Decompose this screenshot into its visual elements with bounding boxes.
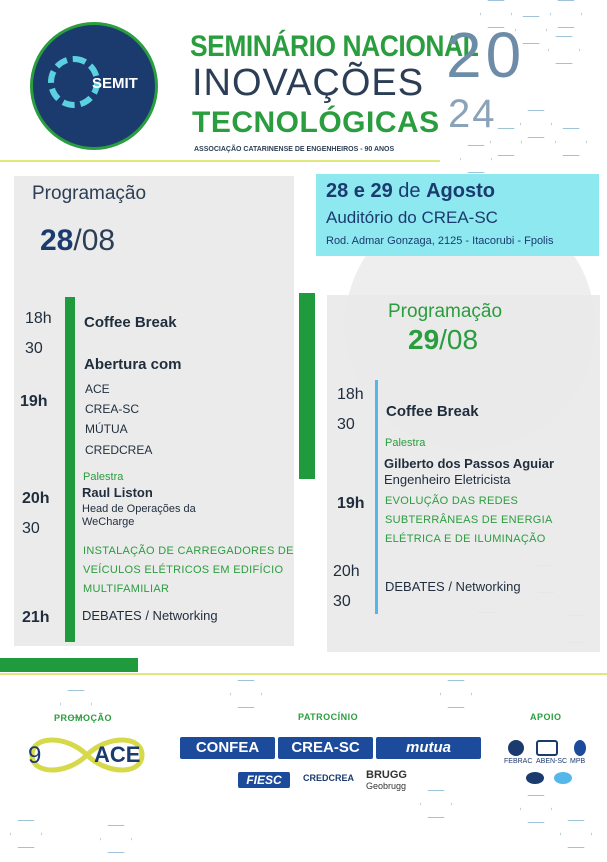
bottom-divider xyxy=(0,673,607,675)
day2-time-1: 18h xyxy=(337,386,364,403)
hexagon-decoration xyxy=(10,820,42,848)
hexagon-decoration xyxy=(520,795,552,823)
day2-palestra-label: Palestra xyxy=(385,437,426,449)
event-dates: 28 e 29 de Agosto xyxy=(326,180,495,202)
day2-heading: Programação xyxy=(388,301,503,322)
day1-item-abertura: Abertura com xyxy=(84,356,182,373)
bottom-accent-bar xyxy=(0,658,138,672)
day1-item-coffee: Coffee Break xyxy=(84,314,177,331)
label-promocao: PROMOÇÃO xyxy=(54,713,112,723)
day1-role-1: Head de Operações da xyxy=(82,503,196,515)
hexagon-decoration xyxy=(548,36,580,64)
org-mutua: MÚTUA xyxy=(85,422,128,436)
ace-anos: 9 xyxy=(28,742,42,769)
day2-topic-3: ELÉTRICA E DE ILUMINAÇÃO xyxy=(385,533,546,545)
label-patrocinio: PATROCÍNIO xyxy=(298,712,359,722)
ace-text: ACE xyxy=(94,742,141,767)
day2-debates: DEBATES / Networking xyxy=(385,579,521,594)
org-ace: ACE xyxy=(85,382,110,396)
hexagon-decoration xyxy=(520,110,552,138)
day1-time-2: 19h xyxy=(20,393,48,410)
sponsor-confea: CONFEA xyxy=(180,737,275,759)
sponsor-brugg: BRUGG xyxy=(366,769,407,781)
day1-topic-2: VEÍCULOS ELÉTRICOS EM EDIFÍCIO xyxy=(83,564,284,576)
day1-heading: Programação xyxy=(32,183,147,204)
eye-logo-icon xyxy=(526,772,544,784)
day2-time-1b: 30 xyxy=(337,416,355,433)
ace-logo xyxy=(22,730,152,780)
sponsor-geobrugg: Geobrugg xyxy=(366,781,407,791)
sponsor-crea-sc: CREA-SC xyxy=(278,737,373,759)
day1-speaker: Raul Liston xyxy=(82,485,153,500)
year-bottom: 24 xyxy=(448,92,497,136)
day1-debates: DEBATES / Networking xyxy=(82,608,218,623)
bird-logo-icon xyxy=(554,772,572,784)
hexagon-decoration xyxy=(440,680,472,708)
day2-accent-bar xyxy=(299,293,315,479)
title-line-2: INOVAÇÕES xyxy=(192,62,425,104)
hexagon-decoration xyxy=(100,825,132,853)
day2-item-coffee: Coffee Break xyxy=(386,403,479,420)
day2-role: Engenheiro Eletricista xyxy=(384,472,511,487)
association-subtitle: ASSOCIAÇÃO CATARINENSE DE ENGENHEIROS - 90 ANOS xyxy=(194,146,395,153)
day1-time-4: 21h xyxy=(22,609,50,626)
day1-accent-bar xyxy=(65,297,75,642)
day2-topic-1: EVOLUÇÃO DAS REDES xyxy=(385,495,519,507)
apoio-mpb: MPB xyxy=(570,758,586,765)
day2-time-3b: 30 xyxy=(333,593,351,610)
day2-date: 29/08 xyxy=(408,324,479,355)
day1-topic-1: INSTALAÇÃO DE CARREGADORES DE xyxy=(83,545,294,557)
label-apoio: APOIO xyxy=(530,712,562,722)
day1-date: 28/08 xyxy=(40,224,116,257)
hexagon-decoration xyxy=(230,680,262,708)
title-line-1: SEMINÁRIO NACIONAL xyxy=(190,30,479,63)
hexagon-decoration xyxy=(555,128,587,156)
day2-time-2: 19h xyxy=(337,495,365,512)
day1-time-3b: 30 xyxy=(22,520,40,537)
header-divider xyxy=(0,160,440,162)
water-drop-icon xyxy=(574,740,586,756)
day1-palestra-label: Palestra xyxy=(83,471,124,483)
org-crea: CREA-SC xyxy=(85,402,140,416)
day2-topic-2: SUBTERRÂNEAS DE ENERGIA xyxy=(385,514,553,526)
logo-text: SEMIT xyxy=(92,75,138,92)
day1-topic-3: MULTIFAMILIAR xyxy=(83,583,170,595)
day2-speaker: Gilberto dos Passos Aguiar xyxy=(384,456,555,471)
event-venue: Auditório do CREA-SC xyxy=(326,208,498,227)
sponsor-fiesc: FIESC xyxy=(238,772,290,788)
hexagon-decoration xyxy=(420,790,452,818)
event-address: Rod. Admar Gonzaga, 2125 - Itacorubi - Fpolis xyxy=(326,235,554,247)
year-top: 20 xyxy=(446,19,526,91)
day1-role-2: WeCharge xyxy=(82,516,135,528)
day1-time-3: 20h xyxy=(22,490,50,507)
febrac-logo xyxy=(508,740,524,756)
day2-time-3: 20h xyxy=(333,563,360,580)
hexagon-decoration xyxy=(460,145,492,173)
apoio-febrac: FEBRAC xyxy=(504,758,533,765)
sponsor-credcrea: CREDCREA xyxy=(303,773,355,783)
sponsor-mutua: mutua xyxy=(376,737,481,759)
hexagon-decoration xyxy=(560,820,592,848)
apoio-aben: ABEN-SC xyxy=(536,758,568,765)
day2-timeline-bar xyxy=(375,380,378,614)
hexagon-decoration xyxy=(550,0,582,28)
title-line-3: TECNOLÓGICAS xyxy=(192,106,440,139)
aben-logo xyxy=(536,740,558,756)
day1-time-1b: 30 xyxy=(25,340,43,357)
day1-time-1: 18h xyxy=(25,310,52,327)
org-credcrea: CREDCREA xyxy=(85,443,153,457)
